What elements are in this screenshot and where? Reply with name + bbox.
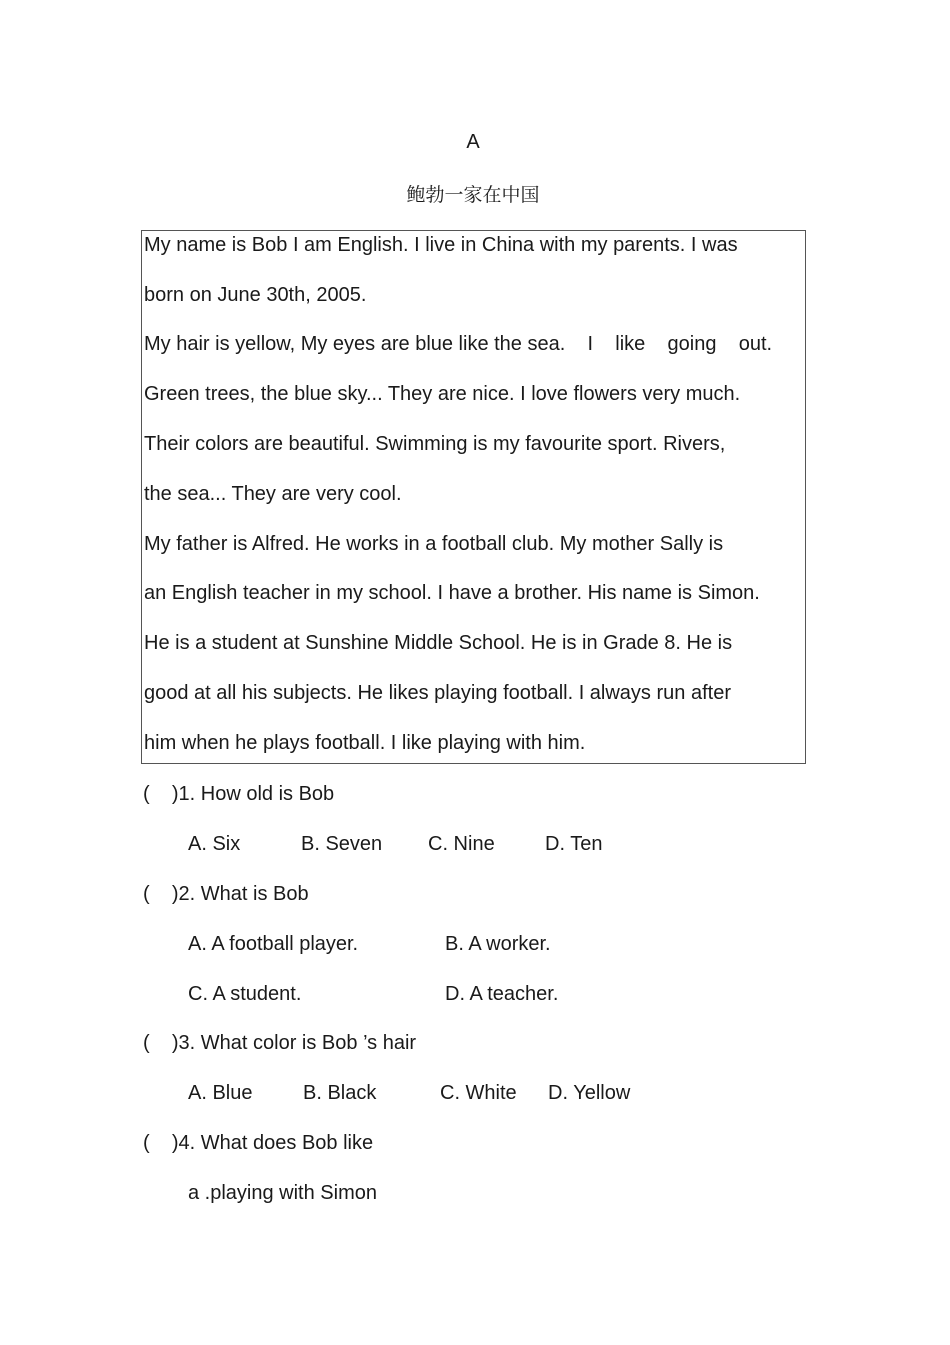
passage-line: He is a student at Sunshine Middle School. He is in Grade 8. He is [144,632,733,654]
question-1-option-a[interactable]: A. Six [188,833,241,855]
question-1-option-b[interactable]: B. Seven [301,833,383,855]
passage-line: good at all his subjects. He likes playing football. I always run after [144,682,731,704]
passage-line: born on June 30th, 2005. [144,284,367,306]
question-4-stem: ( )4. What does Bob like [143,1132,374,1154]
passage-title: 鲍勃一家在中国 [406,184,540,206]
question-1-stem: ( )1. How old is Bob [143,783,335,805]
question-2-option-d[interactable]: D. A teacher. [445,983,559,1005]
question-2-option-c[interactable]: C. A student. [188,983,302,1005]
passage-line: the sea... They are very cool. [144,483,402,505]
question-2-stem: ( )2. What is Bob [143,883,309,905]
passage-line: an English teacher in my school. I have a brother. His name is Simon. [144,582,760,604]
passage-line: Their colors are beautiful. Swimming is my favourite sport. Rivers, [144,433,726,455]
question-4-option-a[interactable]: a .playing with Simon [188,1182,377,1204]
question-1-option-c[interactable]: C. Nine [428,833,495,855]
question-3-stem: ( )3. What color is Bob ’s hair [143,1032,417,1054]
passage-line: him when he plays football. I like playing with him. [144,732,586,754]
question-1-option-d[interactable]: D. Ten [545,833,603,855]
passage-line: My name is Bob I am English. I live in China with my parents. I was [144,234,738,256]
question-3-option-c[interactable]: C. White [440,1082,517,1104]
question-3-option-a[interactable]: A. Blue [188,1082,253,1104]
passage-line: My hair is yellow, My eyes are blue like the sea. I like going out. [144,333,773,355]
passage-line: My father is Alfred. He works in a football club. My mother Sally is [144,533,724,555]
passage-line: Green trees, the blue sky... They are nice. I love flowers very much. [144,383,741,405]
question-2-option-b[interactable]: B. A worker. [445,933,551,955]
section-label: A [466,131,480,153]
question-3-option-b[interactable]: B. Black [303,1082,377,1104]
question-2-option-a[interactable]: A. A football player. [188,933,359,955]
reading-passage [141,230,806,764]
question-3-option-d[interactable]: D. Yellow [548,1082,631,1104]
